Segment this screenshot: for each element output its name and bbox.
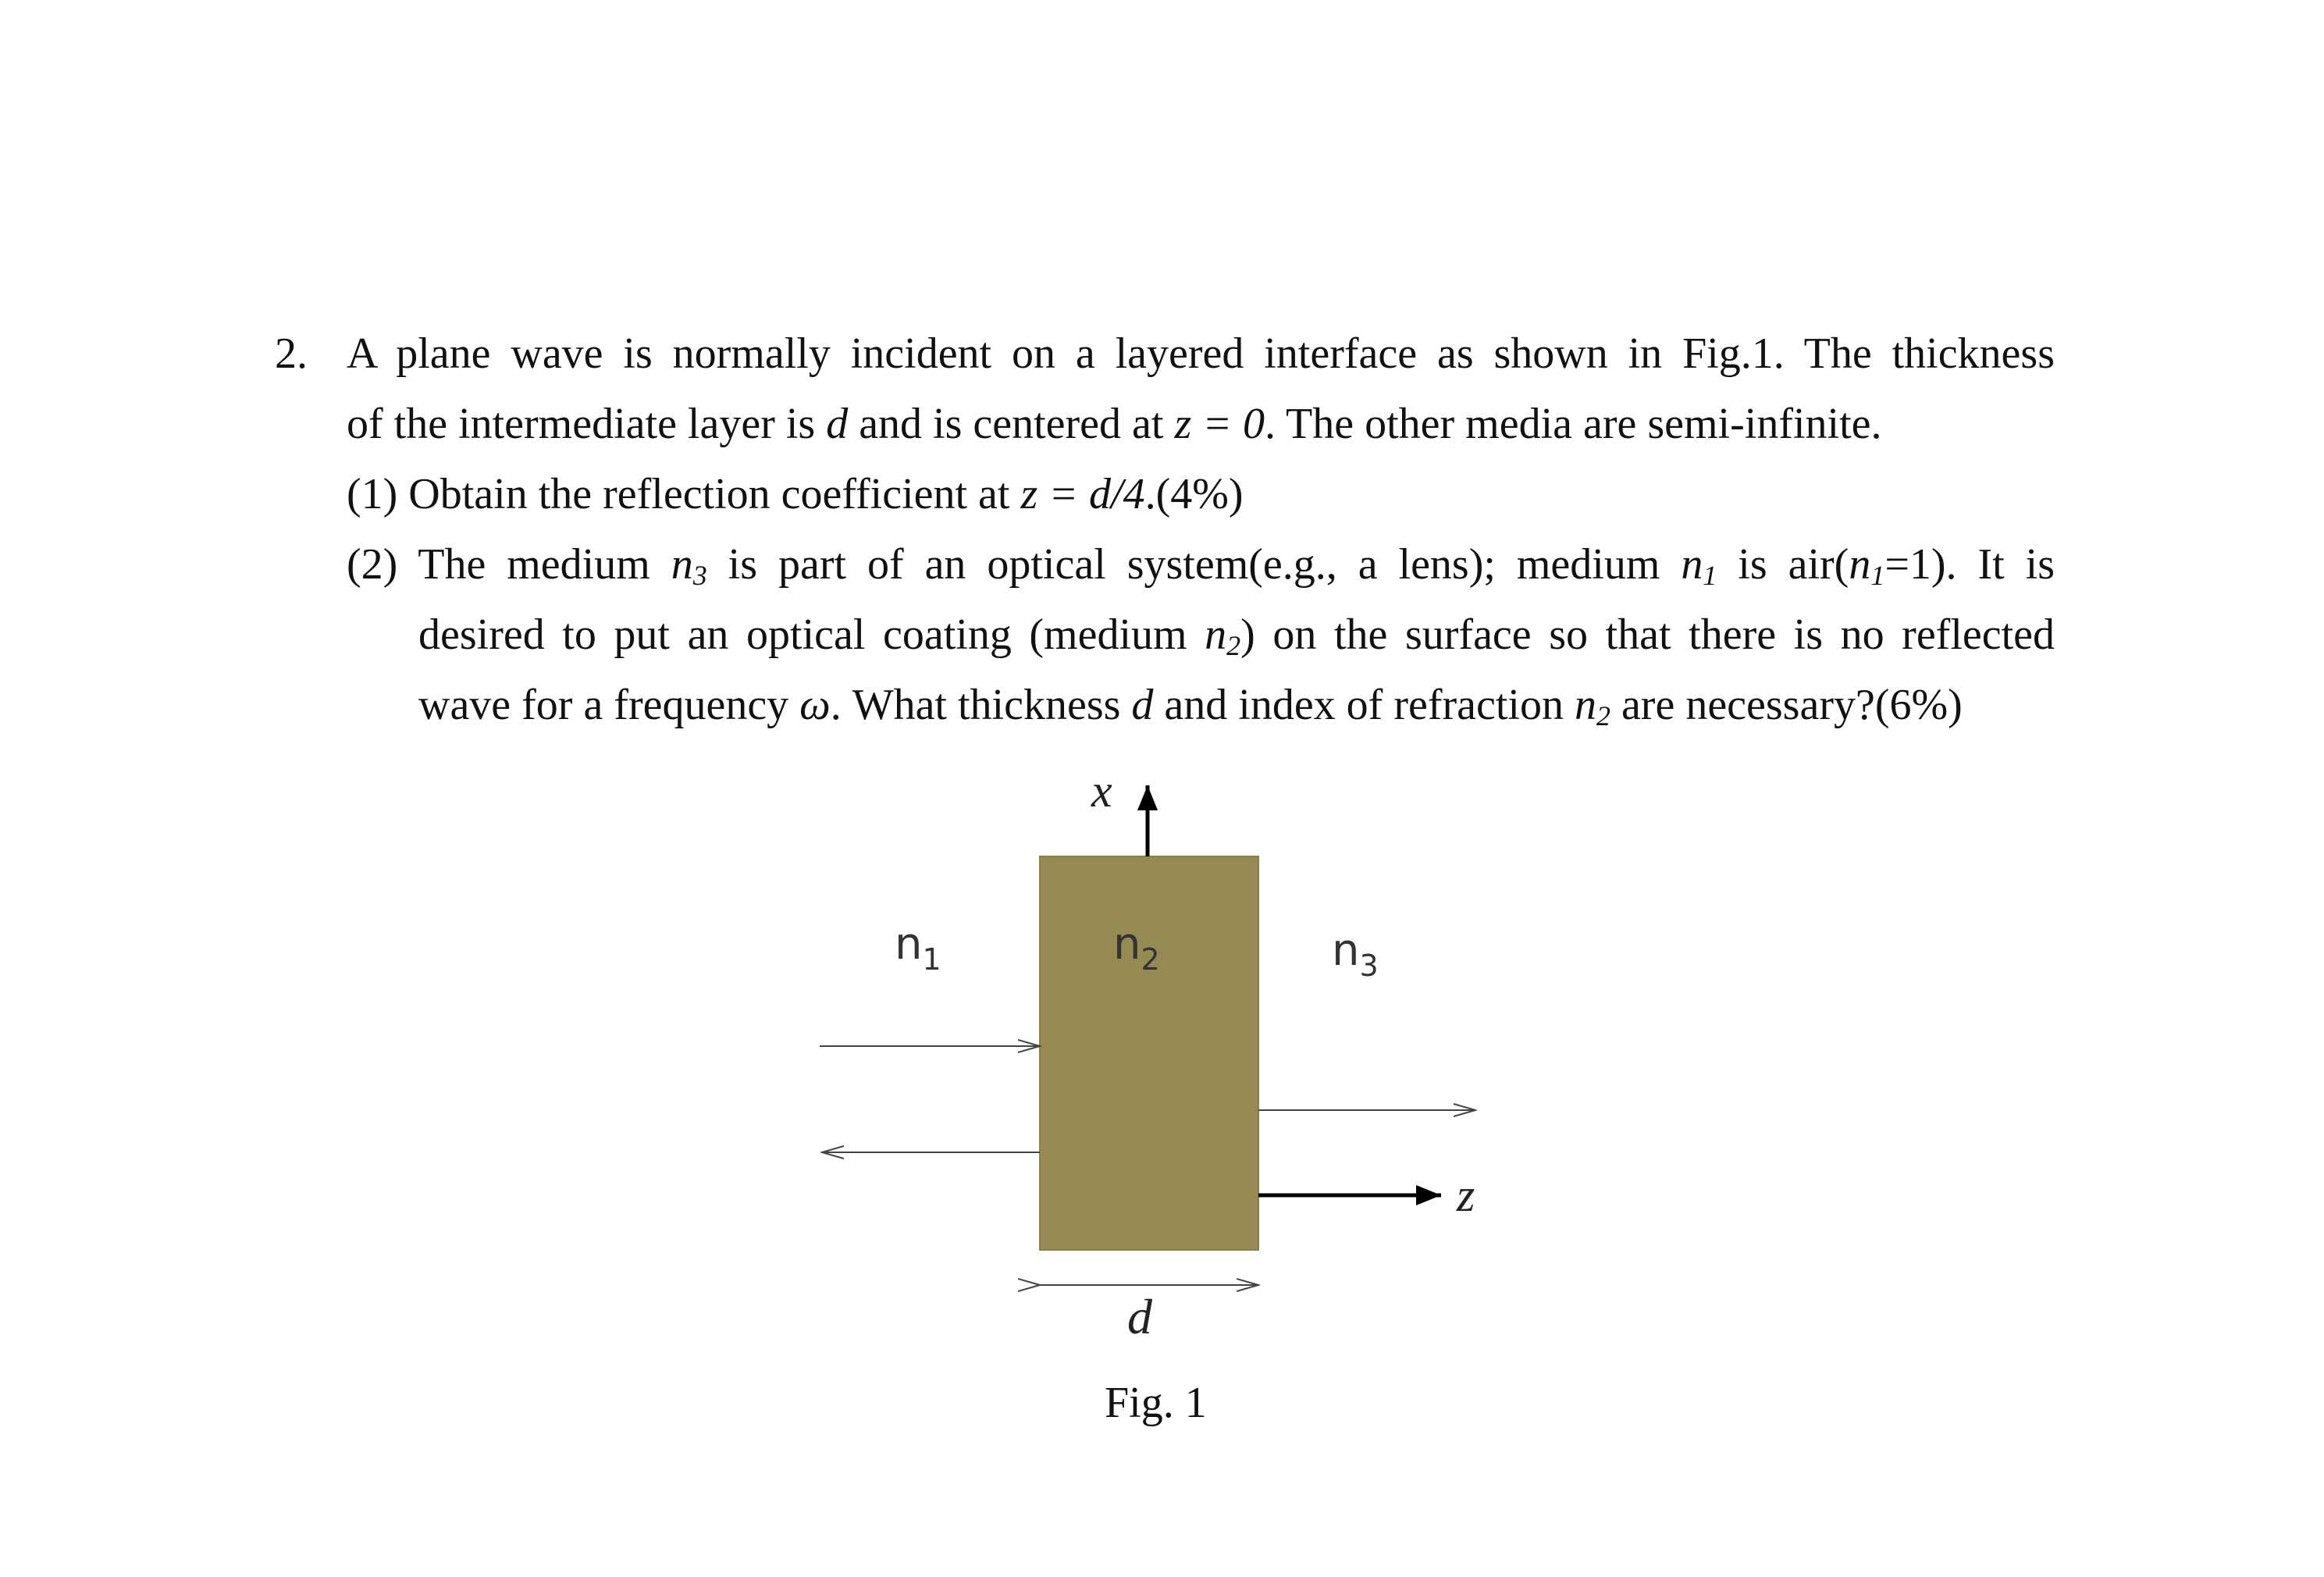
z-axis-label: z bbox=[1457, 1169, 1475, 1221]
thickness-label: d bbox=[1127, 1289, 1152, 1344]
medium-n2-label: $n_2$ bbox=[1113, 919, 1160, 977]
problem-2 bbox=[275, 319, 2055, 740]
x-axis-label: x bbox=[1091, 765, 1112, 817]
part-1-line: (1) Obtain the reflection coefficient at z = d/4.(4%) bbox=[347, 470, 1244, 518]
problem-line-1 bbox=[275, 319, 2055, 389]
layered-interface-figure bbox=[781, 761, 1561, 1464]
intro-line-2: of the intermediate layer is d and is centered at z = 0. The other media are semi-infinite. bbox=[347, 400, 1882, 448]
medium-n3-label: $n_3$ bbox=[1332, 925, 1379, 983]
problem-number: 2. bbox=[275, 329, 308, 378]
part-2-line-3: wave for a frequency ω. What thickness d and index of refraction $n_2$ are necessary?(6%) bbox=[418, 681, 1963, 732]
medium-n1-label: $n_1$ bbox=[895, 919, 941, 977]
intermediate-layer bbox=[1040, 856, 1258, 1250]
part-2-line-2: desired to put an optical coating (medium $n_2$) on the surface so that there is no reflected bbox=[418, 611, 2055, 661]
intro-line-1: A plane wave is normally incident on a layered interface as shown in Fig.1. The thickness bbox=[347, 329, 2055, 378]
part-2-line-1: (2) The medium $n_3$ is part of an optical system(e.g., a lens); medium $n_1$ is $air(n_1=1)$. It is bbox=[347, 540, 2055, 591]
figure-caption: Fig. 1 bbox=[1105, 1379, 1207, 1427]
